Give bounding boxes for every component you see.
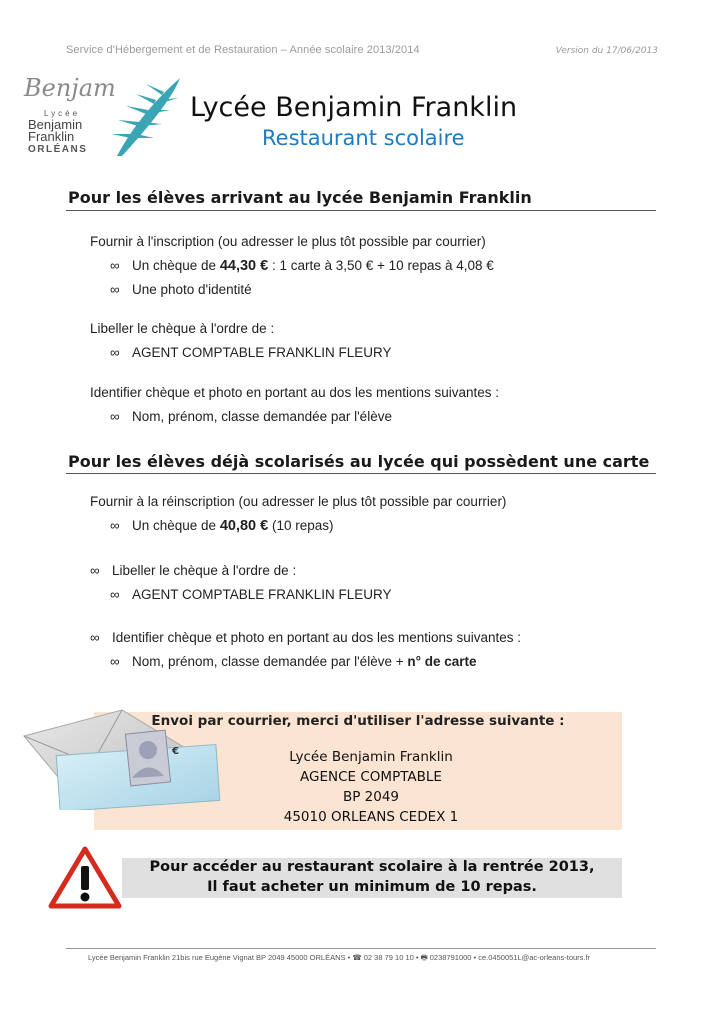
section1-rule: [66, 210, 656, 211]
logo-line2: Benjamin: [28, 117, 83, 132]
school-logo: [22, 68, 187, 158]
bullet-icon: ∞: [110, 409, 120, 424]
section1-order-intro: Libeller le chèque à l'ordre de :: [90, 321, 275, 336]
warning-line2: Il faut acheter un minimum de 10 repas.: [207, 879, 537, 895]
section2-order-name: AGENT COMPTABLE FRANKLIN FLEURY: [132, 587, 392, 602]
section1-identify-intro: Identifier chèque et photo en portant au dos les mentions suivantes :: [90, 385, 500, 400]
mail-address-line1: Lycée Benjamin Franklin: [289, 749, 453, 765]
section1-title: Pour les élèves arrivant au lycée Benjamin Franklin: [68, 188, 532, 207]
section2-cheque-amount: 40,80 €: [219, 518, 269, 534]
mail-address-line3: BP 2049: [342, 789, 400, 805]
bullet-icon: ∞: [110, 282, 120, 297]
logo-line3: Franklin: [28, 129, 75, 144]
section2-order-item: [110, 587, 392, 602]
bullet-icon: ∞: [110, 345, 120, 360]
header-version: Version du 17/06/2013: [555, 46, 658, 56]
section2-cheque-suffix: (10 repas): [268, 518, 334, 533]
section2-identify-item: [110, 654, 477, 669]
bullet-icon: ∞: [90, 630, 100, 645]
svg-text:€: €: [172, 746, 179, 757]
section2-order-intro-item: [90, 563, 296, 578]
bullet-icon: ∞: [110, 587, 120, 602]
section2-rule: [66, 473, 656, 474]
section1-order-item: [110, 345, 392, 360]
palm-leaf-icon: [112, 78, 180, 156]
section2-title: Pour les élèves déjà scolarisés au lycée qui possèdent une carte: [68, 452, 650, 471]
logo-line4: ORLÉANS: [28, 144, 88, 155]
section1-order-name: AGENT COMPTABLE FRANKLIN FLEURY: [132, 345, 392, 360]
warning-line1: Pour accéder au restaurant scolaire à la rentrée 2013,: [149, 859, 595, 875]
section2-card-number: n° de carte: [407, 654, 477, 669]
section2-cheque-item: [110, 518, 334, 534]
logo-line1: Lycée: [44, 109, 81, 118]
section2-identify-text: Nom, prénom, classe demandée par l'élève +: [132, 654, 408, 669]
section1-cheque-prefix: Un chèque de: [132, 258, 220, 273]
section2-identify-intro-item: [90, 630, 521, 645]
footer-rule: [66, 948, 656, 949]
mail-address-line4: 45010 ORLEANS CEDEX 1: [283, 809, 459, 825]
warning-icon: [48, 846, 122, 910]
section1-identify-item: [110, 409, 392, 424]
section2-order-intro: Libeller le chèque à l'ordre de :: [112, 563, 297, 578]
section1-cheque-item: [110, 258, 494, 274]
footer-contact: Lycée Benjamin Franklin 21bis rue Eugène Vignat BP 2049 45000 ORLÉANS • ☎ 02 38 79 10 10 • 🖶 0238791000 • ce.0450051L@ac-orleans-tours.fr: [88, 953, 591, 962]
bullet-icon: ∞: [90, 563, 100, 578]
bullet-icon: ∞: [110, 258, 120, 273]
mail-address-line2: AGENCE COMPTABLE: [300, 769, 442, 785]
section1-intro: Fournir à l'inscription (ou adresser le plus tôt possible par courrier): [90, 234, 486, 249]
page-subtitle: Restaurant scolaire: [262, 126, 465, 150]
section1-photo-item: [110, 282, 252, 297]
logo-script: Benjam: [24, 74, 116, 102]
mail-heading: Envoi par courrier, merci d'utiliser l'adresse suivante :: [151, 713, 565, 729]
section2-identify-intro: Identifier chèque et photo en portant au dos les mentions suivantes :: [112, 630, 522, 645]
section2-cheque-prefix: Un chèque de: [132, 518, 220, 533]
bullet-icon: ∞: [110, 518, 120, 533]
section1-photo: Une photo d'identité: [132, 282, 252, 297]
section2-intro: Fournir à la réinscription (ou adresser le plus tôt possible par courrier): [90, 494, 507, 509]
page-title: Lycée Benjamin Franklin: [190, 92, 518, 123]
bullet-icon: ∞: [110, 654, 120, 669]
section1-cheque-suffix: : 1 carte à 3,50 € + 10 repas à 4,08 €: [268, 258, 494, 273]
header-service-line: Service d'Hébergement et de Restauration – Année scolaire 2013/2014: [66, 44, 420, 56]
section1-identify-text: Nom, prénom, classe demandée par l'élève: [132, 409, 392, 424]
section1-cheque-amount: 44,30 €: [219, 258, 269, 274]
